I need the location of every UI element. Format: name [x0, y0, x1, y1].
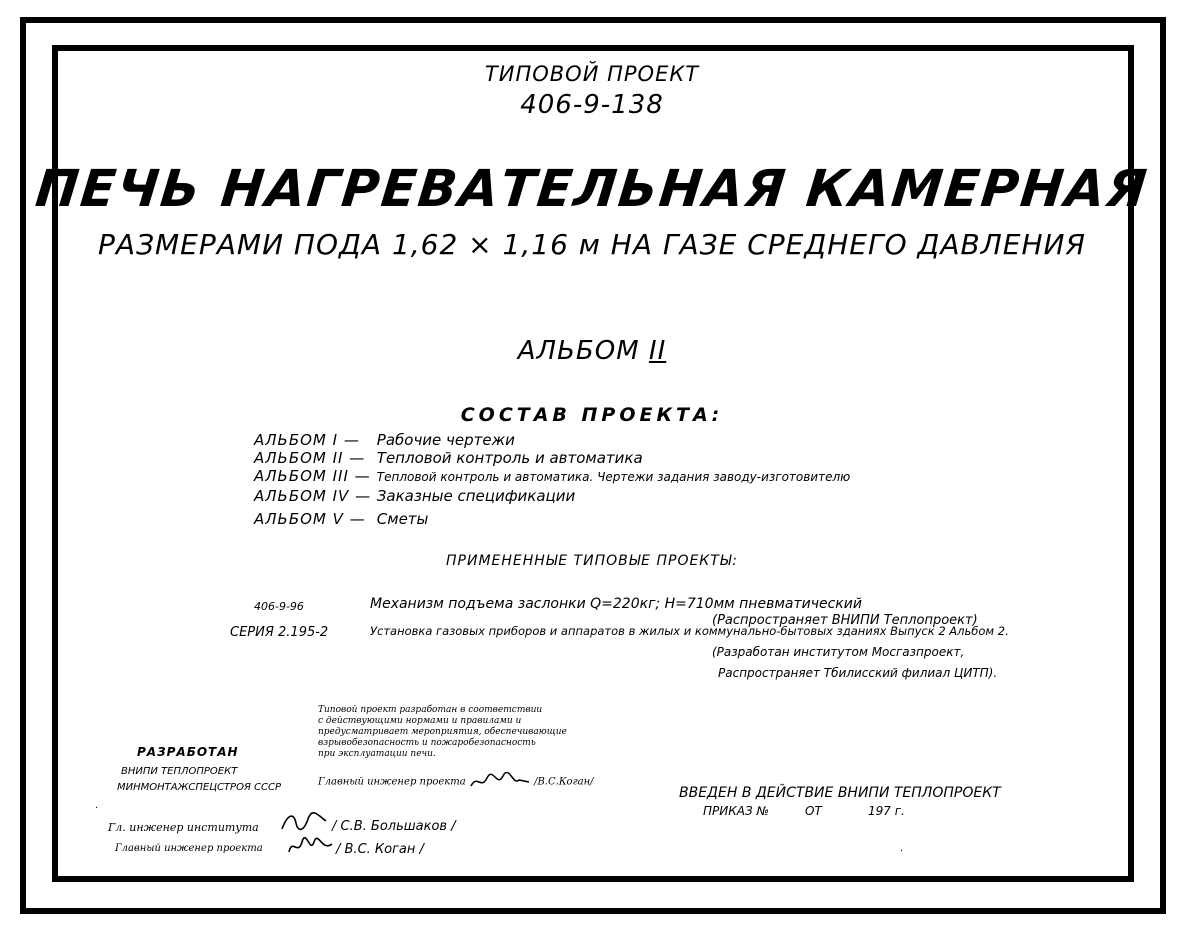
- composition-text: Тепловой контроль и автоматика: [376, 449, 643, 467]
- composition-code: АЛЬБОМ IV —: [254, 487, 372, 505]
- composition-item: [254, 510, 428, 528]
- developer-ministry: МИНМОНТАЖСПЕЦСТРОЯ СССР: [117, 782, 282, 793]
- signatory-name: / С.В. Большаков /: [332, 819, 456, 834]
- signature-scribble-icon: [469, 772, 531, 792]
- effective-line: ВВЕДЕН В ДЕЙСТВИЕ ВНИПИ ТЕПЛОПРОЕКТ: [679, 785, 1001, 801]
- composition-text: Рабочие чертежи: [376, 431, 515, 449]
- composition-item: [254, 449, 643, 467]
- chief-engineer-line: [318, 772, 594, 792]
- applied-project-code: 406-9-96: [254, 600, 304, 613]
- signatory-name: / В.С. Коган /: [336, 842, 424, 857]
- chief-engineer-signature-name: /В.С.Коган/: [534, 776, 594, 788]
- compliance-statement: [318, 705, 567, 760]
- compliance-line: предусматривает мероприятия, обеспечивающие: [318, 727, 567, 737]
- signatory-role: Гл. инженер института: [108, 821, 259, 834]
- typical-project-label: ТИПОВОЙ ПРОЕКТ: [484, 62, 700, 86]
- main-title: ПЕЧЬ НАГРЕВАТЕЛЬНАЯ КАМЕРНАЯ: [32, 160, 1152, 219]
- composition-item: [254, 487, 575, 505]
- order-year: 197 г.: [868, 804, 905, 818]
- compliance-line: взрывобезопасность и пожаробезопасность: [318, 738, 536, 748]
- applied-project-text: Установка газовых приборов и аппаратов в жилых и коммунально-бытовых зданиях Выпуск 2 Альбом 2.: [370, 624, 1009, 638]
- composition-item: [254, 467, 850, 485]
- signatory-role: Главный инженер проекта: [115, 843, 263, 854]
- applied-projects-heading: ПРИМЕНЕННЫЕ ТИПОВЫЕ ПРОЕКТЫ:: [446, 553, 738, 569]
- composition-text: Заказные спецификации: [376, 487, 576, 505]
- developer-label: РАЗРАБОТАН: [137, 745, 239, 759]
- stray-mark: ·: [900, 846, 904, 857]
- album-title: [0, 336, 1184, 366]
- applied-project-note: (Распространяет ВНИПИ Теплопроект): [712, 613, 978, 628]
- project-number: 406-9-138: [520, 90, 664, 120]
- composition-code: АЛЬБОМ I —: [254, 431, 360, 449]
- composition-heading: СОСТАВ ПРОЕКТА:: [460, 404, 724, 426]
- applied-project-text: Механизм подъема заслонки Q=220кг; H=710мм пневматический: [370, 596, 862, 612]
- composition-text: Тепловой контроль и автоматика. Чертежи задания заводу-изготовителю: [376, 470, 851, 484]
- applied-project-note: (Разработан институтом Мосгазпроект,: [712, 645, 965, 659]
- chief-engineer-label: Главный инженер проекта: [318, 776, 466, 788]
- compliance-line: Типовой проект разработан в соответствии: [318, 705, 543, 715]
- composition-text: Сметы: [376, 510, 429, 528]
- compliance-line: при эксплуатации печи.: [318, 749, 436, 759]
- order-from: ОТ: [805, 804, 822, 818]
- signature-icon: [286, 834, 336, 860]
- composition-item: [254, 431, 515, 449]
- applied-project-code: СЕРИЯ 2.195-2: [230, 625, 329, 640]
- composition-code: АЛЬБОМ III —: [254, 467, 371, 485]
- applied-project-note: Распространяет Тбилисский филиал ЦИТП).: [718, 666, 998, 680]
- composition-code: АЛЬБОМ V —: [254, 510, 366, 528]
- developer-org: ВНИПИ ТЕПЛОПРОЕКТ: [121, 766, 238, 777]
- stray-mark: ·: [95, 803, 99, 814]
- composition-code: АЛЬБОМ II —: [254, 449, 366, 467]
- order-label: ПРИКАЗ №: [703, 804, 769, 818]
- sub-title: РАЗМЕРАМИ ПОДА 1,62 × 1,16 м НА ГАЗЕ СРЕДНЕГО ДАВЛЕНИЯ: [98, 228, 1086, 261]
- signature-icon: [278, 809, 330, 835]
- album-roman-numeral: II: [648, 336, 667, 366]
- album-label: АЛЬБОМ: [517, 336, 640, 366]
- compliance-line: с действующими нормами и правилами и: [318, 716, 522, 726]
